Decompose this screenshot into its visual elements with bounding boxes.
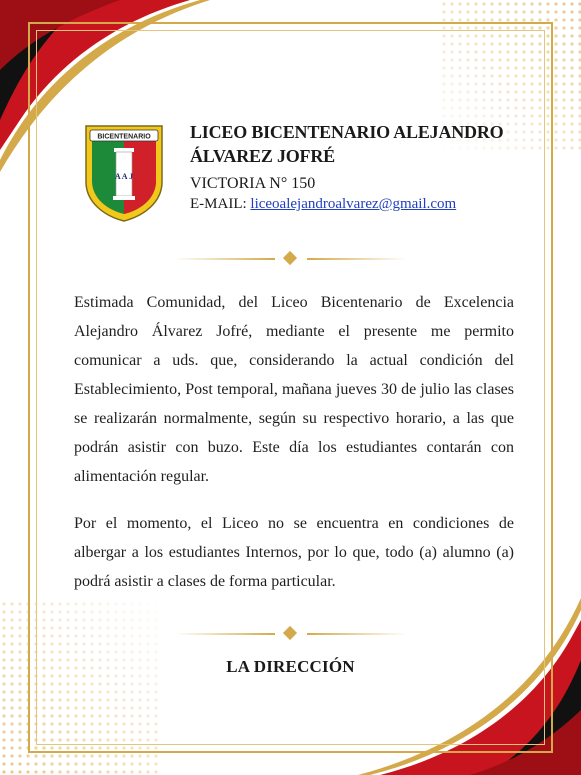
diamond-icon (283, 626, 297, 640)
email-link[interactable]: liceoalejandroalvarez@gmail.com (250, 196, 457, 212)
school-crest-logo (84, 124, 164, 222)
announcement-paragraph-2: Por el momento, el Liceo no se encuentra en condiciones de albergar a los estudiantes Internos, por lo que, todo (a) alumno (a) podrá asistir a clases de forma particular. (74, 515, 514, 590)
divider-line-left (175, 258, 275, 260)
school-name: LICEO BICENTENARIO ALEJANDRO ÁLVAREZ JOFRÉ (190, 122, 504, 166)
signature: LA DIRECCIÓN (226, 657, 355, 676)
email-label: E-MAIL: (190, 196, 247, 212)
divider-line-left (175, 633, 275, 635)
ornament-divider-top (175, 252, 407, 266)
divider-line-right (307, 633, 407, 635)
divider-line-right (307, 258, 407, 260)
school-address: VICTORIA N° 150 (190, 175, 316, 192)
crest-banner-text: BICENTENARIO (97, 133, 151, 141)
diamond-icon (283, 251, 297, 265)
email-row (190, 194, 540, 214)
letterhead-text (190, 120, 540, 214)
announcement-paragraph-1: Estimada Comunidad, del Liceo Bicentenario de Excelencia Alejandro Álvarez Jofré, mediante el presente me permito comunicar a uds. que, considerando la actual condición del Establecimiento, Post temporal, mañana jueves 30 de julio las clases se realizarán normalmente, según su respectivo horario, a las que podrán asistir con buzo. Este día los estudiantes contarán con alimentación regular. (74, 294, 514, 485)
crest-initials: A A J (114, 172, 134, 181)
ornament-divider-bottom (175, 627, 407, 641)
letterhead (84, 120, 554, 230)
